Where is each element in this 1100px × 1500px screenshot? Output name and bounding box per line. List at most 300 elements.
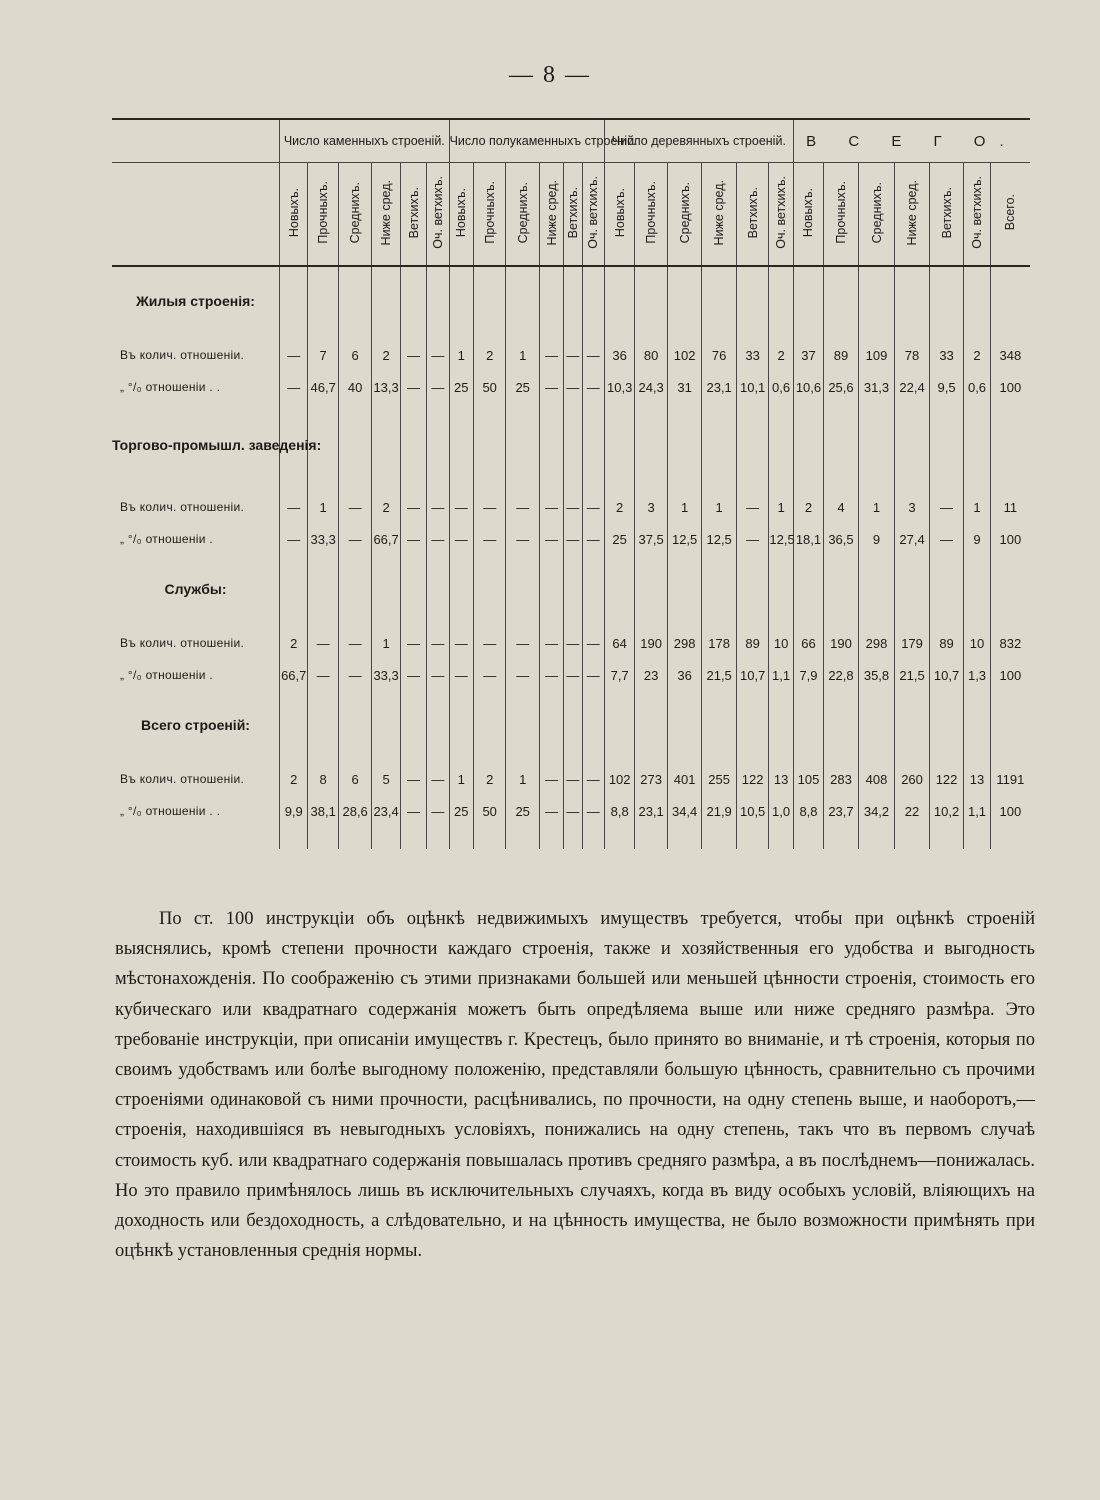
empty-cell (604, 403, 634, 473)
table-cell: 9 (964, 523, 990, 555)
empty-cell (449, 827, 473, 849)
table-cell: 13 (964, 763, 990, 795)
empty-cell (702, 266, 737, 321)
empty-cell (929, 691, 964, 745)
empty-cell (635, 555, 667, 609)
empty-cell (793, 555, 823, 609)
body-paragraph: По ст. 100 инструкціи объ оцѣнкѣ недвижимыхъ имуществъ требуется, чтобы при оцѣнкѣ строеній выяснялись, кромѣ степени прочности каждаго строенія, также и хозяйственныя его удобства и выгодность мѣстонахожденія. По соображенію съ этими признаками большей или меньшей цѣнности строенія, стоимость его кубическаго или квадратнаго содержанія можетъ быть опредѣляема выше или ниже средняго размѣра. Это требованіе инструкціи, при описаніи имуществъ г. Крестецъ, было принято во вниманіе, и тѣ строенія, которыя по своимъ удобствамъ или болѣе выгодному положенію, представляли большую цѣнность, сравнительно съ прочими строеніями одинаковой съ ними прочности, расцѣнивались, по прочности, на одну степень выше, и наоборотъ,—строенія, находившіяся въ невыгодныхъ условіяхъ, понижались на одну степень, такъ что въ первомъ случаѣ стоимость куб. или квадратнаго содержанія повышалась противъ средняго размѣра, а въ послѣднемъ—понижалась. Но это правило примѣнялось лишь въ исключительныхъ случаяхъ, когда въ виду особыхъ условій, вліяющихъ на доходность или бездоходность, а слѣдовательно, и на цѣнность имущества, не было возможности примѣнять при оцѣнкѣ установленныя среднія нормы. (115, 909, 1035, 1262)
column-header (964, 163, 990, 267)
empty-cell (736, 473, 768, 491)
empty-cell (449, 745, 473, 763)
table-cell: 1 (308, 491, 338, 523)
empty-cell (473, 691, 505, 745)
table-cell: 21,5 (702, 659, 737, 691)
empty-cell (769, 266, 793, 321)
column-header (400, 163, 426, 267)
table-cell: 1 (769, 491, 793, 523)
empty-cell (539, 266, 563, 321)
page-number: — 8 — (509, 62, 591, 88)
table-cell: 36,5 (824, 523, 859, 555)
table-cell: 10,7 (736, 659, 768, 691)
table-cell: 21,5 (895, 659, 930, 691)
empty-cell (858, 609, 895, 627)
table-cell: 260 (895, 763, 930, 795)
table-cell: 37 (793, 339, 823, 371)
table-cell: 8 (308, 763, 338, 795)
column-header-text: Новыхъ. (286, 187, 301, 238)
table-cell: 10,6 (793, 371, 823, 403)
empty-cell (736, 609, 768, 627)
empty-cell (582, 403, 604, 473)
empty-cell (929, 745, 964, 763)
table-cell: 273 (635, 763, 667, 795)
column-header (858, 163, 895, 267)
table-cell: — (338, 523, 372, 555)
empty-cell (824, 827, 859, 849)
empty-cell (895, 745, 930, 763)
empty-cell (635, 321, 667, 339)
row-label: „ °/₀ отношеніи . . (120, 804, 221, 818)
table-cell: — (564, 339, 582, 371)
empty-cell (564, 555, 582, 609)
table-cell: 25 (449, 795, 473, 827)
empty-cell (400, 609, 426, 627)
empty-cell (400, 321, 426, 339)
table-cell: 1,1 (964, 795, 990, 827)
empty-cell (964, 555, 990, 609)
table-cell: — (427, 339, 449, 371)
empty-cell (929, 609, 964, 627)
empty-cell (427, 403, 449, 473)
table-cell: — (427, 371, 449, 403)
table-cell: 1 (449, 339, 473, 371)
empty-cell (338, 473, 372, 491)
empty-cell (895, 827, 930, 849)
empty-cell (604, 266, 634, 321)
empty-cell (473, 555, 505, 609)
empty-cell (824, 691, 859, 745)
row-label: „ °/₀ отношеніи . (120, 668, 214, 682)
empty-cell (824, 403, 859, 473)
column-header-text: Новыхъ. (612, 187, 627, 238)
empty-cell (929, 555, 964, 609)
table-cell: 22,4 (895, 371, 930, 403)
table-cell: 33 (736, 339, 768, 371)
column-header (736, 163, 768, 267)
empty-cell (964, 691, 990, 745)
empty-cell (604, 555, 634, 609)
empty-cell (736, 321, 768, 339)
table-cell: 31,3 (858, 371, 895, 403)
empty-cell (427, 473, 449, 491)
empty-cell (990, 745, 1030, 763)
column-header-text: Среднихъ. (677, 181, 692, 244)
table-cell: — (506, 627, 540, 659)
table-cell: — (539, 491, 563, 523)
empty-cell (539, 745, 563, 763)
empty-cell (449, 321, 473, 339)
table-cell: 23,1 (635, 795, 667, 827)
table-cell: — (427, 763, 449, 795)
empty-cell (372, 403, 400, 473)
table-cell: 1191 (990, 763, 1030, 795)
table-cell: 78 (895, 339, 930, 371)
empty-cell (564, 609, 582, 627)
table-cell: 1 (702, 491, 737, 523)
column-header-text: Среднихъ. (515, 181, 530, 244)
empty-cell (990, 827, 1030, 849)
table-cell: 2 (372, 491, 400, 523)
column-header-text: Новыхъ. (801, 187, 816, 238)
empty-cell (308, 827, 338, 849)
table-cell: 102 (667, 339, 702, 371)
empty-cell (736, 266, 768, 321)
section-title: Торгово-промышл. заведенія: (112, 437, 322, 453)
table-cell: 3 (635, 491, 667, 523)
table-cell: — (449, 659, 473, 691)
column-header-text: Оч. ветхихъ. (430, 176, 445, 249)
table-cell: 9,9 (280, 795, 308, 827)
empty-cell (635, 691, 667, 745)
empty-cell (824, 745, 859, 763)
header-blank (112, 119, 280, 163)
empty-cell (564, 266, 582, 321)
empty-cell (427, 745, 449, 763)
column-header-text: Ветхихъ. (745, 186, 760, 239)
table-cell: 13,3 (372, 371, 400, 403)
table-cell: 255 (702, 763, 737, 795)
empty-cell (506, 555, 540, 609)
table-cell: 8,8 (793, 795, 823, 827)
table-cell: 10,1 (736, 371, 768, 403)
empty-cell (308, 555, 338, 609)
empty-cell (824, 609, 859, 627)
empty-cell (473, 473, 505, 491)
empty-cell (506, 266, 540, 321)
table-cell: 27,4 (895, 523, 930, 555)
empty-cell (473, 403, 505, 473)
table-cell: 1,0 (769, 795, 793, 827)
table-cell: 1 (858, 491, 895, 523)
empty-cell (929, 321, 964, 339)
table-cell: 89 (824, 339, 859, 371)
row-label: Въ колич. отношеніи. (120, 500, 245, 514)
table-cell: 7,9 (793, 659, 823, 691)
row-label: „ °/₀ отношеніи . (120, 532, 214, 546)
column-header (702, 163, 737, 267)
table-cell: 9,5 (929, 371, 964, 403)
empty-cell (858, 691, 895, 745)
empty-cell (769, 609, 793, 627)
table-cell: 100 (990, 523, 1030, 555)
empty-cell (539, 827, 563, 849)
table-cell: 3 (895, 491, 930, 523)
empty-cell (582, 609, 604, 627)
table-cell: 10 (769, 627, 793, 659)
empty-cell (635, 609, 667, 627)
empty-cell (824, 555, 859, 609)
table-cell: 33 (929, 339, 964, 371)
group-header: Число полукаменныхъ строеній. (449, 119, 604, 163)
empty-cell (736, 827, 768, 849)
empty-cell (769, 473, 793, 491)
empty-cell (793, 691, 823, 745)
empty-cell (582, 827, 604, 849)
empty-cell (736, 745, 768, 763)
table-cell: — (473, 491, 505, 523)
empty-cell (308, 609, 338, 627)
empty-cell (824, 266, 859, 321)
table-cell: 25 (506, 795, 540, 827)
table-cell: 2 (280, 763, 308, 795)
row-label: Въ колич. отношеніи. (120, 636, 245, 650)
empty-cell (793, 827, 823, 849)
table-cell: 2 (473, 763, 505, 795)
table-cell: 89 (736, 627, 768, 659)
column-header (372, 163, 400, 267)
empty-cell (506, 473, 540, 491)
column-header-text: Среднихъ. (348, 181, 363, 244)
empty-cell (506, 745, 540, 763)
table-cell: — (506, 523, 540, 555)
table-cell: — (539, 795, 563, 827)
empty-cell (338, 321, 372, 339)
table-cell: — (564, 763, 582, 795)
table-cell: — (400, 491, 426, 523)
empty-cell (582, 745, 604, 763)
column-header-text: Ниже сред. (379, 179, 394, 246)
table-cell: — (338, 659, 372, 691)
table-cell: 1 (667, 491, 702, 523)
empty-cell (895, 321, 930, 339)
empty-cell (824, 321, 859, 339)
table-cell: — (427, 627, 449, 659)
empty-cell (400, 555, 426, 609)
empty-cell (506, 321, 540, 339)
empty-cell (964, 745, 990, 763)
table-cell: — (539, 523, 563, 555)
empty-cell (990, 555, 1030, 609)
table-cell: — (280, 523, 308, 555)
table-cell: 109 (858, 339, 895, 371)
empty-cell (793, 321, 823, 339)
table-cell: 4 (824, 491, 859, 523)
empty-cell (702, 609, 737, 627)
table-cell: 38,1 (308, 795, 338, 827)
column-header (604, 163, 634, 267)
table-cell: 190 (635, 627, 667, 659)
section-title: Всего строеній: (141, 717, 250, 733)
table-cell: 298 (667, 627, 702, 659)
empty-cell (929, 266, 964, 321)
spacer (112, 609, 280, 627)
group-header: Число деревянныхъ строеній. (604, 119, 793, 163)
column-header (895, 163, 930, 267)
table-cell: 23 (635, 659, 667, 691)
table-cell: 64 (604, 627, 634, 659)
empty-cell (449, 266, 473, 321)
table-cell: — (582, 659, 604, 691)
table-cell: — (400, 339, 426, 371)
table-cell: 33,3 (372, 659, 400, 691)
column-header-text: Ниже сред. (712, 179, 727, 246)
empty-cell (604, 827, 634, 849)
table-cell: 18,1 (793, 523, 823, 555)
table-cell: 46,7 (308, 371, 338, 403)
empty-cell (280, 745, 308, 763)
table-cell: 100 (990, 795, 1030, 827)
table-cell: 1,3 (964, 659, 990, 691)
table-cell: — (564, 371, 582, 403)
table-cell: 2 (793, 491, 823, 523)
table-cell: 122 (929, 763, 964, 795)
empty-cell (582, 473, 604, 491)
empty-cell (427, 609, 449, 627)
table-cell: — (427, 659, 449, 691)
column-header (280, 163, 308, 267)
table-cell: 36 (604, 339, 634, 371)
empty-cell (473, 321, 505, 339)
empty-cell (635, 266, 667, 321)
empty-cell (604, 321, 634, 339)
table-cell: 25 (604, 523, 634, 555)
table-cell: — (582, 523, 604, 555)
table-cell: — (280, 339, 308, 371)
table-cell: — (929, 491, 964, 523)
table-cell: — (539, 659, 563, 691)
table-cell: 1 (506, 763, 540, 795)
empty-cell (895, 473, 930, 491)
empty-cell (582, 321, 604, 339)
empty-cell (635, 827, 667, 849)
table-cell: 348 (990, 339, 1030, 371)
empty-cell (702, 555, 737, 609)
empty-cell (667, 403, 702, 473)
empty-cell (929, 403, 964, 473)
empty-cell (635, 403, 667, 473)
table-cell: — (338, 491, 372, 523)
empty-cell (280, 555, 308, 609)
table-cell: 10 (964, 627, 990, 659)
column-header (449, 163, 473, 267)
table-cell: — (539, 339, 563, 371)
empty-cell (702, 827, 737, 849)
table-cell: — (427, 795, 449, 827)
empty-cell (308, 473, 338, 491)
table-cell: 66,7 (372, 523, 400, 555)
header-blank (112, 163, 280, 267)
column-header-text: Оч. ветхихъ. (586, 176, 601, 249)
table-cell: — (473, 627, 505, 659)
row-label: Въ колич. отношеніи. (120, 772, 245, 786)
table-cell: — (564, 659, 582, 691)
empty-cell (667, 745, 702, 763)
empty-cell (793, 403, 823, 473)
empty-cell (338, 266, 372, 321)
table-cell: — (506, 491, 540, 523)
table-cell: 1 (372, 627, 400, 659)
table-cell: — (564, 523, 582, 555)
table-cell: 66 (793, 627, 823, 659)
column-header (769, 163, 793, 267)
table-cell: 34,2 (858, 795, 895, 827)
table-cell: 1 (449, 763, 473, 795)
empty-cell (858, 266, 895, 321)
table-cell: — (449, 523, 473, 555)
table-cell: — (400, 763, 426, 795)
table-cell: 22 (895, 795, 930, 827)
empty-cell (564, 403, 582, 473)
empty-cell (280, 266, 308, 321)
empty-cell (473, 266, 505, 321)
empty-cell (372, 609, 400, 627)
spacer (112, 827, 280, 849)
empty-cell (793, 266, 823, 321)
table-cell: 2 (280, 627, 308, 659)
empty-cell (702, 691, 737, 745)
empty-cell (506, 691, 540, 745)
table-cell: — (539, 371, 563, 403)
table-cell: 50 (473, 795, 505, 827)
empty-cell (280, 321, 308, 339)
column-header-text: Прочныхъ. (316, 181, 331, 244)
empty-cell (473, 827, 505, 849)
row-label: Въ колич. отношеніи. (120, 348, 245, 362)
table-cell: 36 (667, 659, 702, 691)
empty-cell (667, 266, 702, 321)
table-cell: 33,3 (308, 523, 338, 555)
column-header-text: Ветхихъ. (939, 186, 954, 239)
table-cell: — (280, 371, 308, 403)
empty-cell (338, 555, 372, 609)
table-cell: — (582, 795, 604, 827)
table-cell: 21,9 (702, 795, 737, 827)
empty-cell (338, 691, 372, 745)
table-cell: — (736, 523, 768, 555)
table-cell: — (400, 795, 426, 827)
empty-cell (427, 266, 449, 321)
column-header-text: Ветхихъ. (565, 186, 580, 239)
empty-cell (667, 321, 702, 339)
table-cell: 832 (990, 627, 1030, 659)
empty-cell (338, 609, 372, 627)
empty-cell (736, 691, 768, 745)
row-label: „ °/₀ отношеніи . . (120, 380, 221, 394)
empty-cell (858, 827, 895, 849)
table-cell: — (736, 491, 768, 523)
table-cell: — (473, 523, 505, 555)
table-cell: 25,6 (824, 371, 859, 403)
empty-cell (964, 827, 990, 849)
empty-cell (427, 321, 449, 339)
empty-cell (372, 266, 400, 321)
table-cell: 1 (964, 491, 990, 523)
empty-cell (539, 609, 563, 627)
empty-cell (667, 555, 702, 609)
section-title: Службы: (164, 581, 227, 597)
empty-cell (582, 555, 604, 609)
empty-cell (372, 555, 400, 609)
empty-cell (564, 691, 582, 745)
empty-cell (702, 473, 737, 491)
empty-cell (964, 403, 990, 473)
empty-cell (564, 473, 582, 491)
table-cell: — (400, 659, 426, 691)
table-cell: 401 (667, 763, 702, 795)
column-header-text: Новыхъ. (454, 187, 469, 238)
table-cell: 105 (793, 763, 823, 795)
empty-cell (280, 827, 308, 849)
